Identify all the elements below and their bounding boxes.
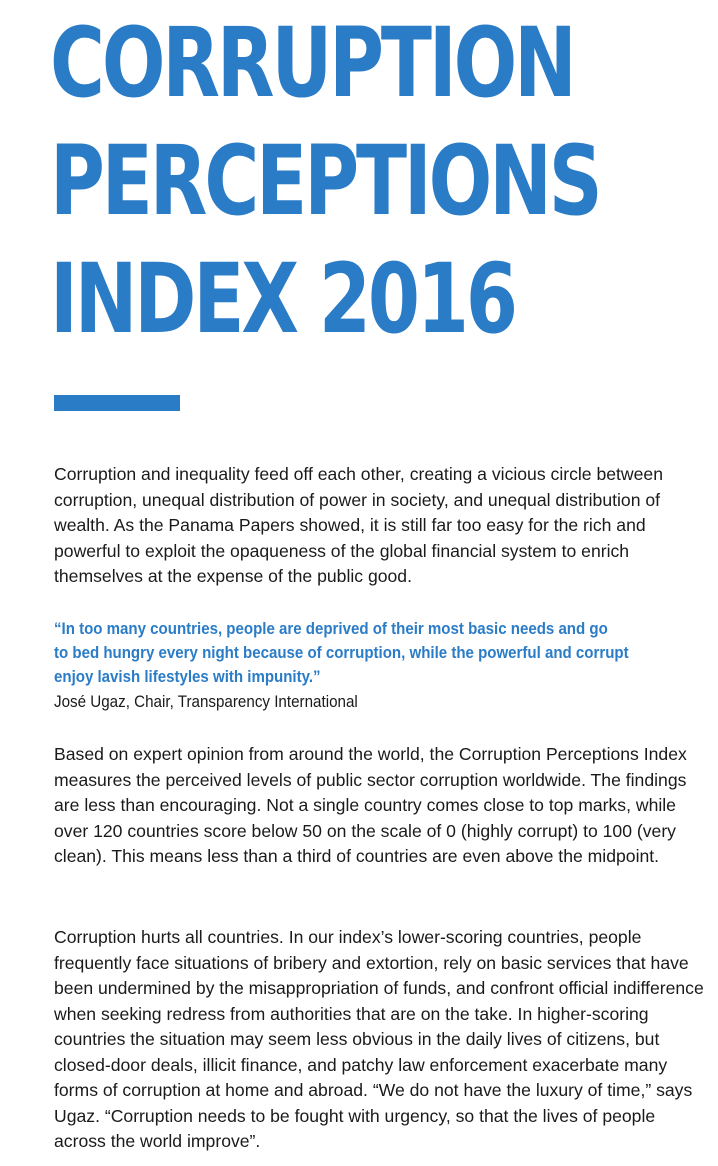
report-title [50,4,600,358]
impact-paragraph: Corruption hurts all countries. In our index’s lower-scoring countries, people frequently face situations of bribery and extortion, rely on basic services that have been undermined by the misappropriation of funds, and confront official indifference when seeking redress from authorities that are on the take. In higher-scoring countries the situation may seem less obvious in the daily lives of citizens, but closed-door deals, illicit finance, and patchy law enforcement exacerbate many forms of corruption at home and abroad. “We do not have the luxury of time,” says Ugaz. “Corruption needs to be fought with urgency, so that the lives of people across the world improve”. [54,927,704,1151]
title-line-2: PERCEPTIONS [50,125,600,237]
quote-line-3: enjoy lavish lifestyles with impunity.” [54,668,321,686]
intro-paragraph: Corruption and inequality feed off each other, creating a vicious circle between corruption, unequal distribution of power in society, and unequal distribution of wealth. As the Panama Papers showed, it is still far too easy for the rich and powerful to exploit the opaqueness of the global financial system to enrich themselves at the expense of the public good. [54,464,663,586]
pull-quote [54,617,668,689]
quote-line-2: to bed hungry every night because of corruption, while the powerful and corrupt [54,644,629,662]
findings-paragraph: Based on expert opinion from around the world, the Corruption Perceptions Index measures the perceived levels of public sector corruption worldwide. The findings are less than encouraging. Not a single country comes close to top marks, while over 120 countries score below 50 on the scale of 0 (highly corrupt) to 100 (very clean). This means less than a third of countries are even above the midpoint. [54,744,687,866]
quote-line-1: “In too many countries, people are deprived of their most basic needs and go [54,620,608,638]
quote-attribution: José Ugaz, Chair, Transparency International [54,693,358,711]
title-line-3: INDEX 2016 [50,243,515,355]
title-line-1: CORRUPTION [50,7,574,119]
title-underline-bar [54,395,180,411]
